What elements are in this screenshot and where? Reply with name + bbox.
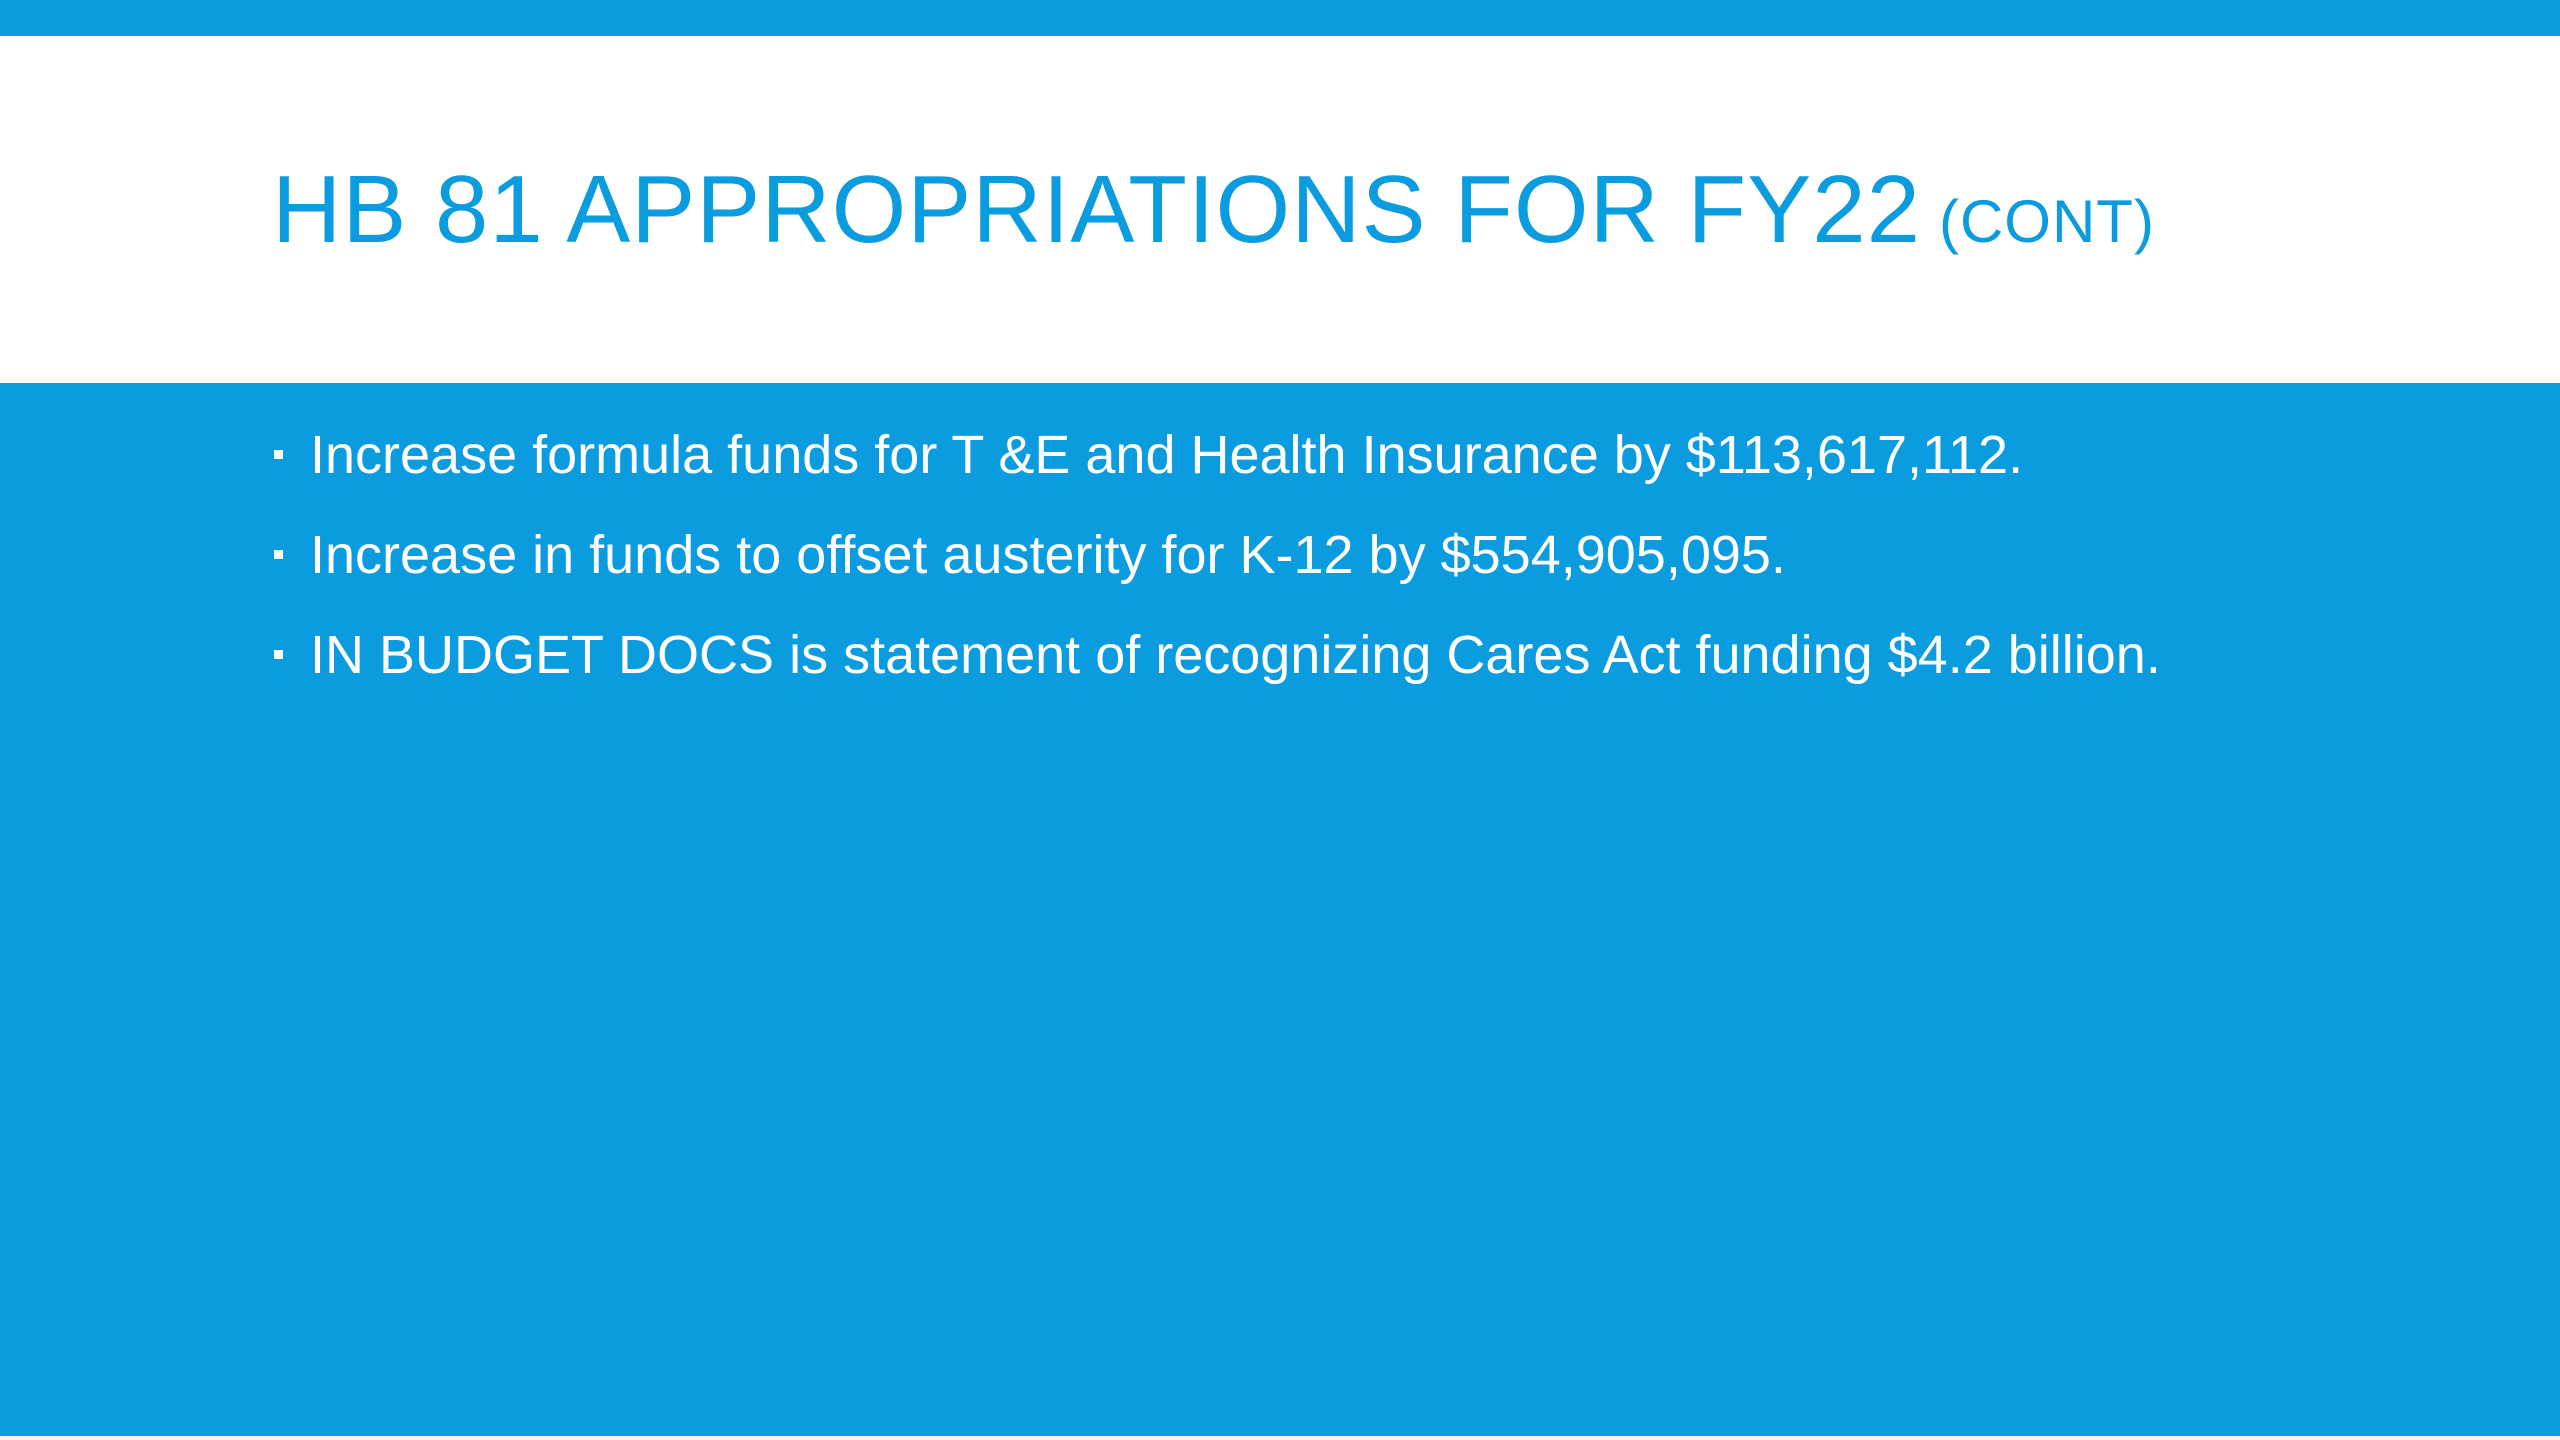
bullet-marker-icon bbox=[274, 650, 283, 659]
bullet-marker-icon bbox=[274, 450, 283, 459]
slide-title-text: HB 81 APPROPRIATIONS FOR FY22 bbox=[272, 156, 1921, 263]
bullet-item bbox=[272, 620, 2372, 690]
bullet-text: IN BUDGET DOCS is statement of recognizing Cares Act funding $4.2 billion. bbox=[310, 625, 2161, 685]
bullet-text: Increase formula funds for T &E and Health Insurance by $113,617,112. bbox=[310, 425, 2024, 485]
slide-title bbox=[272, 150, 2155, 282]
slide-title-suffix: (CONT) bbox=[1939, 188, 2155, 255]
bullet-item bbox=[272, 520, 2372, 590]
bullet-item bbox=[272, 420, 2372, 490]
bullet-text: Increase in funds to offset austerity for K-12 by $554,905,095. bbox=[310, 525, 1786, 585]
bottom-border bbox=[0, 1436, 2560, 1440]
bullet-list bbox=[272, 420, 2372, 720]
top-accent-band bbox=[0, 0, 2560, 36]
bullet-marker-icon bbox=[274, 550, 283, 559]
